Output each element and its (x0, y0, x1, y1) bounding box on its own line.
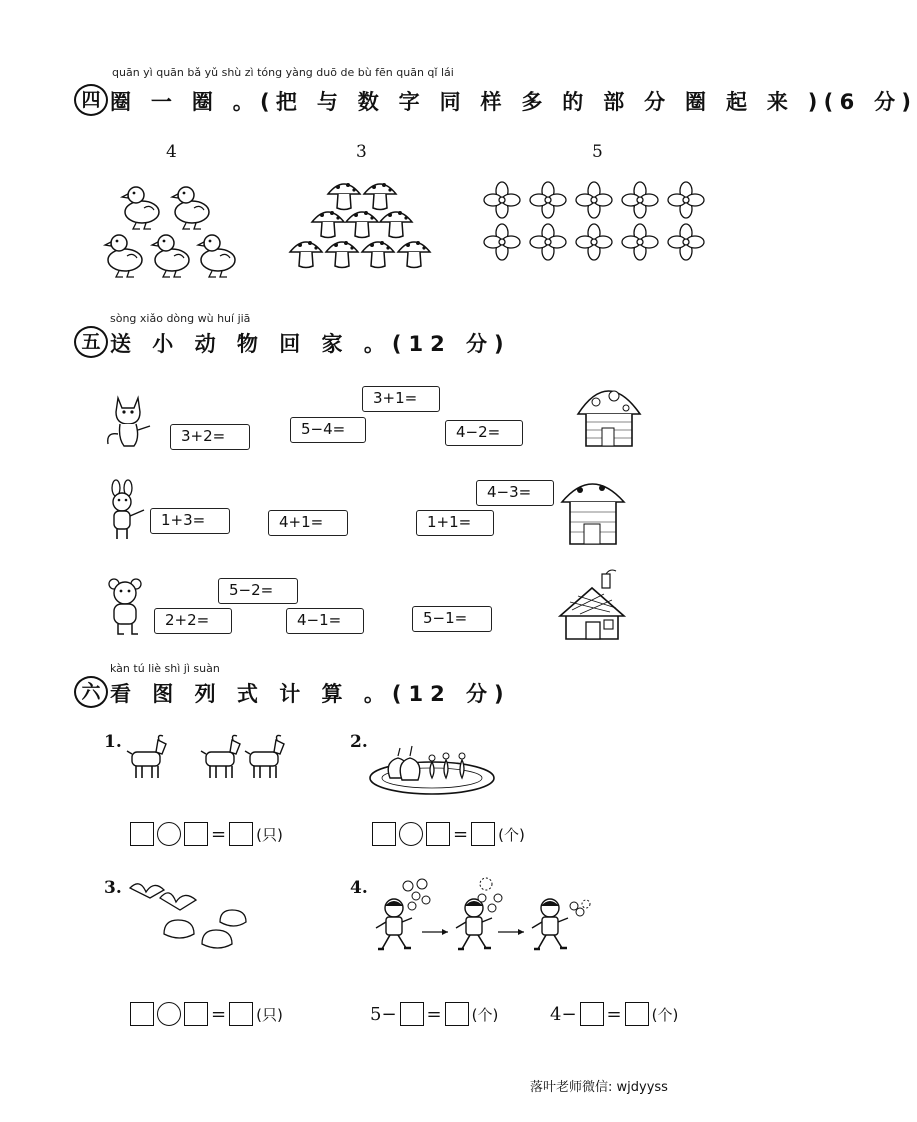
answer-box[interactable] (400, 1002, 424, 1026)
duck-icon (105, 235, 142, 277)
section5-title: 送 小 动 物 回 家 。(12 分) (110, 332, 511, 356)
plate-icon (366, 734, 502, 798)
count-ducks: 4 (166, 142, 177, 162)
bear-icon (104, 576, 152, 636)
bird-icon (220, 910, 246, 926)
equation-box[interactable]: 5−2= (218, 578, 298, 604)
bird-group (124, 878, 284, 958)
equation-box[interactable]: 1+1= (416, 510, 494, 536)
count-flowers: 5 (592, 142, 603, 162)
answer-box[interactable] (471, 822, 495, 846)
duck-icon (198, 235, 235, 277)
unit-label: (个) (498, 825, 525, 844)
equation-box[interactable]: 4−2= (445, 420, 523, 446)
section6-number: 六 (74, 676, 108, 708)
goat-icon (201, 736, 240, 779)
duck-icon (122, 187, 159, 229)
problem-label: 1. (104, 732, 122, 752)
formula-1: = (只) (130, 822, 283, 846)
formula-2: = (个) (372, 822, 525, 846)
equation-box[interactable]: 3+1= (362, 386, 440, 412)
boy-icon (532, 899, 568, 949)
count-mushrooms: 3 (356, 142, 367, 162)
duck-icon (172, 187, 209, 229)
boy-icon (376, 899, 412, 949)
duck-icon (152, 235, 189, 277)
equation-box[interactable]: 4−3= (476, 480, 554, 506)
unit-label: (个) (651, 1005, 679, 1024)
operator-circle[interactable] (399, 822, 423, 846)
answer-box[interactable] (372, 822, 396, 846)
formula-prefix: 4− (550, 1003, 577, 1025)
goat-icon (127, 736, 166, 779)
formula-4a: 5− = (个) (370, 1003, 499, 1025)
equation-box[interactable]: 4−1= (286, 608, 364, 634)
cat-icon (104, 394, 160, 456)
equation-box[interactable]: 4+1= (268, 510, 348, 536)
formula-3: = (只) (130, 1002, 283, 1026)
house-icon (554, 568, 630, 642)
bird-icon (160, 893, 196, 910)
bird-icon (202, 930, 232, 948)
answer-box[interactable] (184, 1002, 208, 1026)
equation-box[interactable]: 5−1= (412, 606, 492, 632)
mushroom-group[interactable] (284, 178, 444, 278)
footer-contact: 落叶老师微信: wjdyyss (530, 1080, 668, 1095)
section4-pinyin: quān yì quān bǎ yǔ shù zì tóng yàng duō de bù fēn quān qǐ lái (112, 66, 454, 79)
equation-box[interactable]: 1+3= (150, 508, 230, 534)
boy-icon (456, 899, 492, 949)
arrow-icon (442, 929, 448, 935)
answer-box[interactable] (229, 1002, 253, 1026)
problem-label: 2. (350, 732, 368, 752)
bird-icon (164, 920, 194, 938)
unit-label: (个) (471, 1005, 499, 1024)
equation-box[interactable]: 5−4= (290, 417, 366, 443)
mushroom-house-icon (558, 476, 628, 548)
answer-box[interactable] (426, 822, 450, 846)
answer-box[interactable] (130, 1002, 154, 1026)
flower-group[interactable] (482, 180, 714, 270)
section4-title: 圈 一 圈 。(把 与 数 字 同 样 多 的 部 分 圈 起 来 )(6 分) (110, 90, 917, 114)
section5-pinyin: sòng xiǎo dòng wù huí jiā (110, 312, 251, 325)
unit-label: (只) (256, 1005, 283, 1024)
section6-title: 看 图 列 式 计 算 。(12 分) (110, 682, 511, 706)
operator-circle[interactable] (157, 822, 181, 846)
answer-box[interactable] (580, 1002, 604, 1026)
boy-bubbles-group (368, 876, 598, 966)
operator-circle[interactable] (157, 1002, 181, 1026)
formula-4b: 4− = (个) (550, 1003, 679, 1025)
unit-label: (只) (256, 825, 283, 844)
equation-box[interactable]: 3+2= (170, 424, 250, 450)
section4-number: 四 (74, 84, 108, 116)
arrow-icon (518, 929, 524, 935)
equation-box[interactable]: 2+2= (154, 608, 232, 634)
answer-box[interactable] (229, 822, 253, 846)
answer-box[interactable] (625, 1002, 649, 1026)
goat-icon (245, 736, 284, 779)
problem-label: 3. (104, 878, 122, 898)
answer-box[interactable] (130, 822, 154, 846)
mushroom-house-icon (574, 384, 644, 452)
answer-box[interactable] (445, 1002, 469, 1026)
duck-group[interactable] (100, 180, 250, 290)
section6-pinyin: kàn tú liè shì jì suàn (110, 662, 220, 675)
answer-box[interactable] (184, 822, 208, 846)
problem-label: 4. (350, 878, 368, 898)
section5-number: 五 (74, 326, 108, 358)
rabbit-icon (104, 480, 152, 542)
formula-prefix: 5− (370, 1003, 397, 1025)
bird-icon (130, 884, 164, 898)
goat-group (124, 736, 294, 786)
